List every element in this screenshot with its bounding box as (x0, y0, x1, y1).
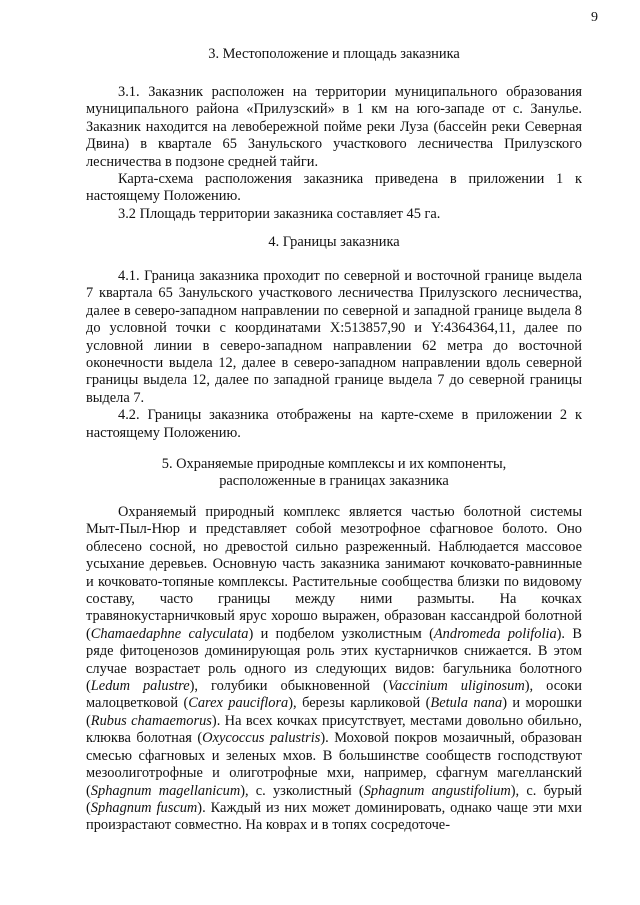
text-run: ) и подбелом узколистным ( (248, 625, 434, 642)
section-3-heading: 3. Местоположение и площадь заказника (208, 46, 460, 62)
section-5-heading-line-2: расположенные в границах заказника (219, 473, 449, 490)
latin-species-name: Sphagnum fuscum (90, 799, 198, 816)
text-run: ), с. бурый ( (86, 782, 582, 816)
latin-species-name: Carex pauciflora (188, 695, 289, 712)
latin-species-name: Vaccinium uliginosum (387, 678, 525, 695)
page-number: 9 (591, 10, 598, 25)
section-3-body (86, 84, 582, 223)
text-run: Охраняемый природный комплекс является частью болотной системы Мыт-Пыл-Нюр и представляет собой мезотрофное сфагновое болото. Оно облесено сосной, но древостой сильно разреженный. Наблюдается массовое усыхание деревьев. Основную часть заказника занимают кочковато-равнинные и кочковато-топяные комплексы. Растительные сообщества близки по видовому составу, часто границы между ними размыты. На кочках травянокустарничковый ярус хорошо выражен, образован кассандрой болотной ( (86, 504, 582, 642)
section-5-heading-line-1: 5. Охраняемые природные комплексы и их компоненты, (161, 456, 507, 472)
text-run: ), голубики обыкновенной ( (189, 678, 388, 695)
section-5-body (86, 504, 582, 835)
paragraph-5-1 (86, 504, 582, 835)
latin-species-name: Sphagnum angustifolium (363, 782, 511, 799)
section-4-body (86, 268, 582, 442)
paragraph-3-2: 3.2 Площадь территории заказника составляет 45 га. (118, 205, 441, 222)
paragraph-4-1: 4.1. Граница заказника проходит по северной и восточной границе выдела 7 квартала 65 Занульского участкового лесничества Прилузского лесничества, далее в северо-западном направлении по северной и западной границе выдела 8 до условной точки с координатами X:513857,90 и Y:4364364,11, далее по условной линии в северо-западном направлении 62 метра до восточной оконечности выдела 12, далее в северо-западном направлении вдоль северной границы выдела 12, далее по западной границе выдела 7 до северной границы выдела 7. (86, 268, 582, 406)
text-run: ). На всех кочках присутствует, местами довольно обильно, клюква болотная ( (86, 712, 582, 747)
text-run: ). Каждый из них может доминировать, однако чаще эти мхи произрастают совместно. На коврах и в топях сосредоточе- (86, 799, 582, 834)
text-run: ), березы карликовой ( (288, 695, 431, 712)
paragraph-4-2: 4.2. Границы заказника отображены на карте-схеме в приложении 2 к настоящему Положению. (86, 407, 582, 441)
paragraph-3-1: 3.1. Заказник расположен на территории муниципального образования муниципального района «Прилузский» в 1 км на юго-западе от с. Занулье. Заказник находится на левобережной пойме реки Луза (бассейн реки Северная Двина) в квартале 65 Занульского участкового лесничества Прилузского лесничества в подзоне средней тайги. (86, 84, 582, 170)
text-run: ). В ряде фитоценозов доминирующая роль этих кустарничков снижается. В этом случае возрастает роль одного из следующих видов: багульника болотного ( (86, 625, 582, 695)
latin-species-name: Ledum palustre (90, 678, 190, 695)
latin-species-name: Andromeda polifolia (433, 625, 557, 642)
text-run: ), с. узколистный ( (240, 782, 364, 799)
section-5-heading (86, 456, 582, 491)
text-run: ) и морошки ( (86, 695, 582, 729)
latin-species-name: Rubus chamaemorus (90, 712, 212, 729)
latin-species-name: Oxycoccus palustris (202, 730, 321, 747)
text-run: ). Моховой покров мозаичный, образован смесью сфагновых и зеленых мхов. В большинстве сообществ господствуют мезоолиготрофные и олиготрофные мхи, например, сфагнум магелланский ( (86, 730, 583, 799)
text-run: ), осоки малоцветковой ( (86, 678, 582, 712)
latin-species-name: Sphagnum magellanicum (90, 782, 241, 799)
paragraph-3-1-map: Карта-схема расположения заказника приведена в приложении 1 к настоящему Положению. (86, 171, 582, 205)
latin-species-name: Betula nana (430, 695, 503, 712)
section-4-heading: 4. Границы заказника (268, 234, 400, 250)
latin-species-name: Chamaedaphne calyculata (90, 625, 249, 642)
